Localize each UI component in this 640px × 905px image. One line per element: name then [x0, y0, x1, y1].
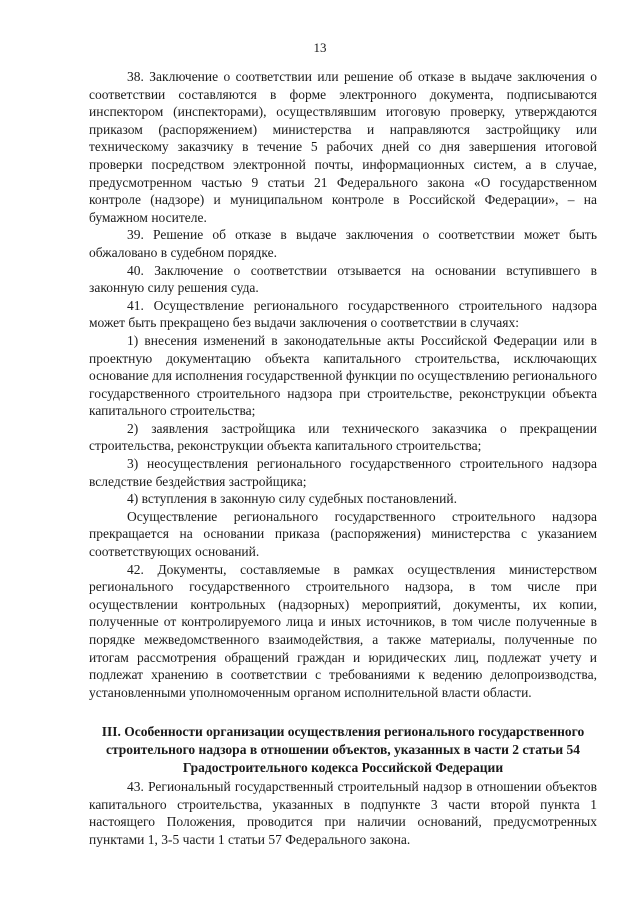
paragraph-38: 38. Заключение о соответствии или решение об отказе в выдаче заключения о соответствии составляются в форме электронного документа, подписываются инспектором (инспекторами), осуществлявшим итоговую проверку, утверждаются приказом (распоряжением) министерства и направляются застройщику или техническому заказчику в течение 5 рабочих дней со дня завершения итоговой проверки посредством электронной почты, информационных систем, а в случае, предусмотренном частью 9 статьи 21 Федерального закона «О государственном контроле (надзоре) и муниципальном контроле в Российской Федерации», – на бумажном носителе. [89, 69, 597, 225]
page-number: 13 [313, 40, 327, 55]
section-heading: III. Особенности организации осуществления регионального государственного строительного надзора в отношении объектов, указанных в части 2 статьи 54 Градостроительного кодекса Российской Федерации [101, 724, 585, 775]
document-body [89, 68, 597, 849]
paragraph-41-item-3: 3) неосуществления регионального государственного строительного надзора вследствие бездействия застройщика; [89, 456, 597, 489]
paragraph-39: 39. Решение об отказе в выдаче заключения о соответствии может быть обжаловано в судебном порядке. [89, 227, 597, 260]
paragraph-41: 41. Осуществление регионального государственного строительного надзора может быть прекращено без выдачи заключения о соответствии в случаях: [89, 297, 597, 331]
paragraph-41-item-4: 4) вступления в законную силу судебных постановлений. [127, 491, 457, 507]
paragraph-41-item-2: 2) заявления застройщика или технического заказчика о прекращении строительства, реконструкции объекта капитального строительства; [89, 420, 597, 454]
paragraph-41-item-1: 1) внесения изменений в законодательные акты Российской Федерации или в проектную документацию объекта капитального строительства, исключающих основание для исполнения государственной функции по осуществлению регионального государственного строительного надзора при строительстве, реконструкции объекта капитального строительства; [89, 332, 597, 419]
paragraph-43: 43. Региональный государственный строительный надзор в отношении объектов капитального строительства, указанных в подпункте 3 части второй пункта 1 настоящего Положения, проводится при наличии оснований, предусмотренных пунктами 1, 3-5 части 1 статьи 57 Федерального закона. [89, 779, 597, 847]
section-spacer [89, 701, 597, 723]
paragraph-42: 42. Документы, составляемые в рамках осуществления министерством регионального государственного строительного надзора, в том числе при осуществлении контрольных (надзорных) мероприятий, документы, их копии, полученные от контролируемого лица и иных источников, в том числе полученные в порядке межведомственного взаимодействия, а также материалы, полученные по итогам рассмотрения обращений граждан и юридических лиц, подлежат учету и подлежат хранению в соответствии с требованиями к ведению делопроизводства, установленными уполномоченным органом исполнительной власти области. [89, 561, 597, 700]
paragraph-40: 40. Заключение о соответствии отзывается на основании вступившего в законную силу решения суда. [89, 262, 597, 296]
paragraph-41-conclusion: Осуществление регионального государственного строительного надзора прекращается на основании приказа (распоряжения) министерства с указанием соответствующих оснований. [89, 508, 597, 560]
